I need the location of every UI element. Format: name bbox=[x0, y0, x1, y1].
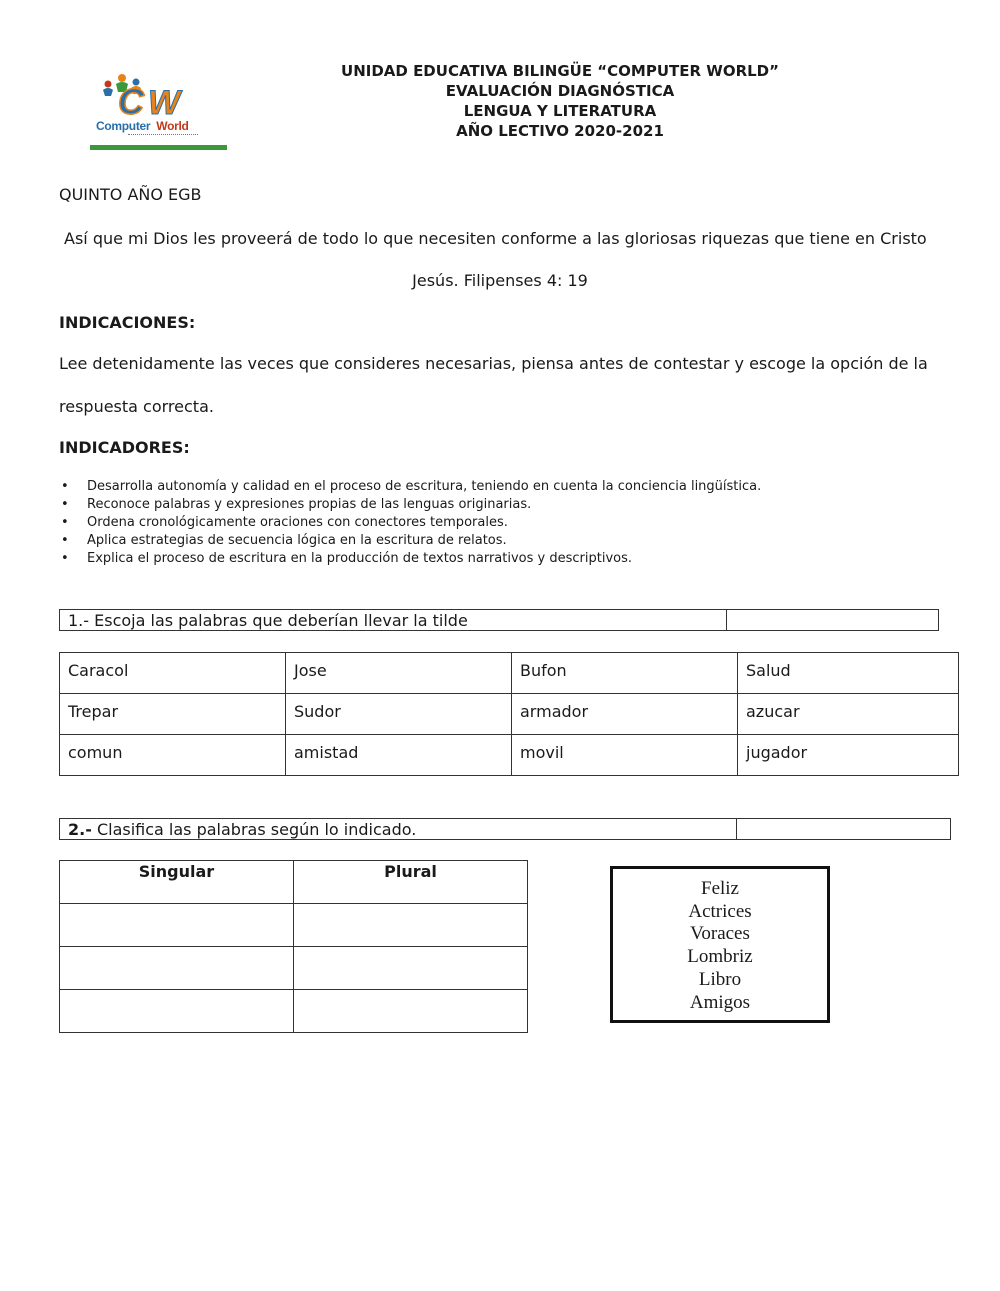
word-cell[interactable]: movil bbox=[512, 735, 738, 776]
word-bank bbox=[610, 866, 830, 1023]
logo-green-bar bbox=[90, 145, 227, 150]
word-bank-item[interactable]: Voraces bbox=[690, 923, 750, 945]
singular-answer-cell[interactable] bbox=[60, 947, 294, 990]
column-header-singular: Singular bbox=[60, 861, 294, 904]
svg-text:C: C bbox=[118, 81, 144, 122]
verse-line-2: Jesús. Filipenses 4: 19 bbox=[412, 271, 588, 290]
svg-text:W: W bbox=[148, 84, 181, 122]
table-row bbox=[60, 653, 959, 694]
word-bank-item[interactable]: Libro bbox=[698, 968, 742, 990]
indicators-heading: INDICADORES: bbox=[59, 438, 190, 457]
plural-answer-cell[interactable] bbox=[294, 990, 528, 1033]
header-school-name: UNIDAD EDUCATIVA BILINGÜE “COMPUTER WORLD” bbox=[341, 62, 779, 80]
table-row bbox=[60, 990, 528, 1033]
word-cell[interactable]: Jose bbox=[286, 653, 512, 694]
word-cell[interactable]: Bufon bbox=[512, 653, 738, 694]
instructions-heading: INDICACIONES: bbox=[59, 313, 196, 332]
question2-score-cell[interactable] bbox=[737, 819, 951, 840]
word-cell[interactable]: Salud bbox=[738, 653, 959, 694]
word-cell[interactable]: azucar bbox=[738, 694, 959, 735]
instructions-line-2: respuesta correcta. bbox=[59, 397, 214, 416]
question1-prompt: 1.- Escoja las palabras que deberían llevar la tilde bbox=[60, 610, 727, 631]
word-bank-item[interactable]: Actrices bbox=[688, 900, 752, 922]
word-cell[interactable]: armador bbox=[512, 694, 738, 735]
question1-word-grid bbox=[59, 652, 959, 776]
header-exam-title: EVALUACIÓN DIAGNÓSTICA bbox=[445, 82, 675, 100]
header-subject: LENGUA Y LITERATURA bbox=[463, 102, 657, 120]
word-bank-item[interactable]: Feliz bbox=[701, 878, 739, 899]
indicator-item: • Explica el proceso de escritura en la producción de textos narrativos y descriptivos. bbox=[59, 550, 959, 568]
word-cell[interactable]: amistad bbox=[286, 735, 512, 776]
logo-word-world: World bbox=[156, 119, 189, 133]
logo-underline-dots bbox=[128, 134, 198, 138]
grade-label: QUINTO AÑO EGB bbox=[59, 185, 202, 204]
column-header-plural: Plural bbox=[294, 861, 528, 904]
indicator-item: • Reconoce palabras y expresiones propias de las lenguas originarias. bbox=[59, 496, 959, 514]
singular-answer-cell[interactable] bbox=[60, 904, 294, 947]
indicator-item: • Desarrolla autonomía y calidad en el proceso de escritura, teniendo en cuenta la conciencia lingüística. bbox=[59, 478, 959, 496]
question2-prompt bbox=[60, 819, 737, 840]
classification-table bbox=[59, 860, 528, 1033]
table-row bbox=[60, 904, 528, 947]
logo-word-computer: Computer bbox=[96, 119, 151, 133]
instructions-line-1: Lee detenidamente las veces que consideres necesarias, piensa antes de contestar y escoge la opción de la bbox=[59, 354, 928, 373]
word-bank-item[interactable]: Lombriz bbox=[687, 946, 753, 968]
question1-header bbox=[59, 609, 939, 631]
word-cell[interactable]: jugador bbox=[738, 735, 959, 776]
question1-score-cell[interactable] bbox=[727, 610, 939, 631]
table-row bbox=[60, 947, 528, 990]
indicator-item: • Aplica estrategias de secuencia lógica en la escritura de relatos. bbox=[59, 532, 959, 550]
table-row bbox=[60, 694, 959, 735]
plural-answer-cell[interactable] bbox=[294, 904, 528, 947]
indicators-list bbox=[59, 478, 959, 568]
singular-answer-cell[interactable] bbox=[60, 990, 294, 1033]
logo-caption bbox=[96, 119, 220, 133]
indicator-item: • Ordena cronológicamente oraciones con conectores temporales. bbox=[59, 514, 959, 532]
word-cell[interactable]: Sudor bbox=[286, 694, 512, 735]
question2-number: 2.- bbox=[68, 820, 92, 839]
question2-header bbox=[59, 818, 951, 840]
word-cell[interactable]: Trepar bbox=[60, 694, 286, 735]
table-row bbox=[60, 735, 959, 776]
verse-line-1: Así que mi Dios les proveerá de todo lo que necesiten conforme a las gloriosas riquezas que tiene en Cristo bbox=[64, 229, 927, 248]
word-cell[interactable]: comun bbox=[60, 735, 286, 776]
school-logo bbox=[90, 72, 230, 152]
word-cell[interactable]: Caracol bbox=[60, 653, 286, 694]
plural-answer-cell[interactable] bbox=[294, 947, 528, 990]
question2-text: Clasifica las palabras según lo indicado. bbox=[91, 820, 417, 839]
word-bank-item[interactable]: Amigos bbox=[689, 991, 751, 1013]
header-school-year: AÑO LECTIVO 2020-2021 bbox=[456, 122, 664, 140]
